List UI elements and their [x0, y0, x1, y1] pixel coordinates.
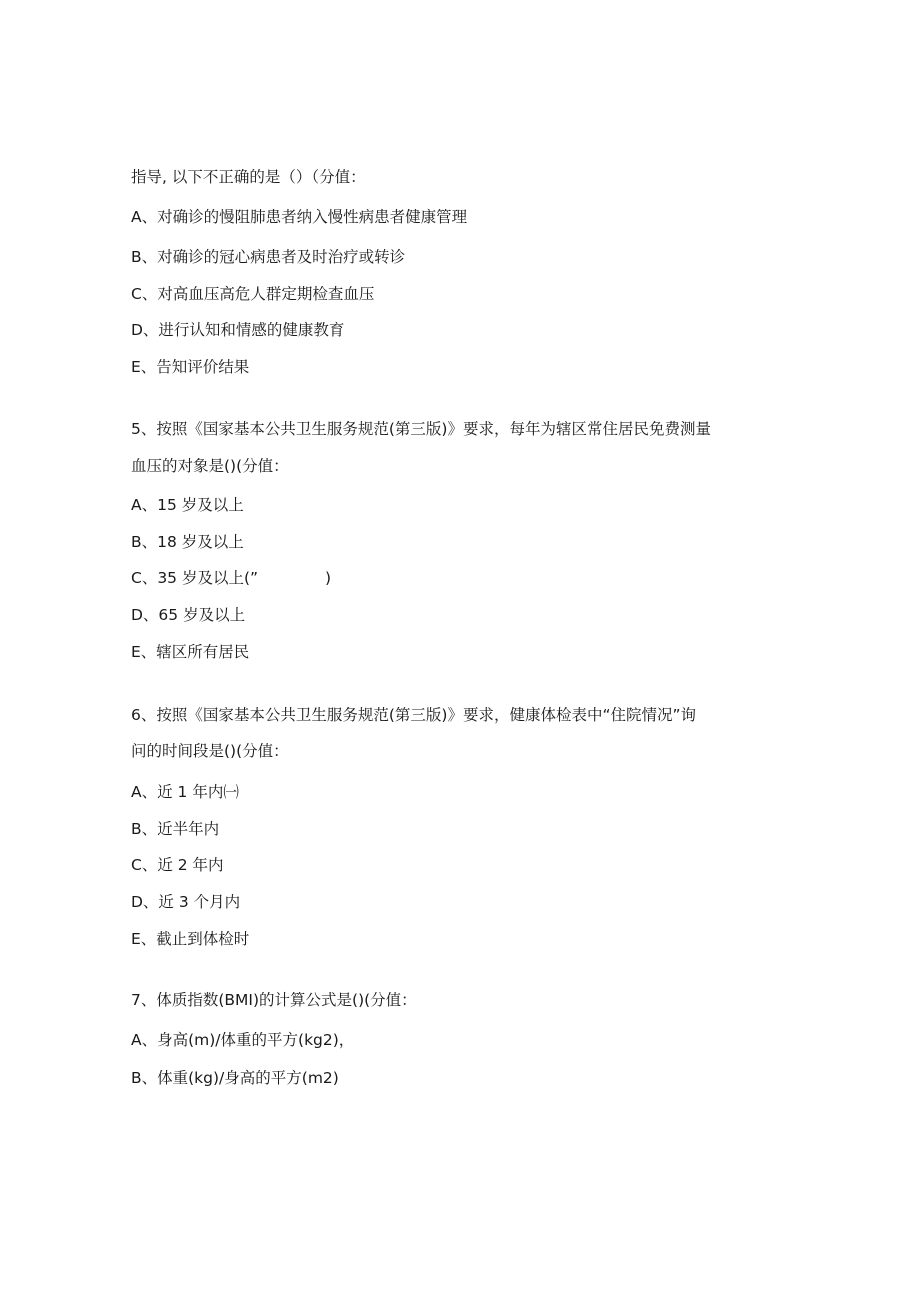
q6-stem-line-1: 6、按照《国家基本公共卫生服务规范(第三版)》要求，健康体检表中“住院情况”询 — [131, 706, 697, 724]
q5-option-a: A、15 岁及以上 — [131, 496, 244, 514]
q5-option-b: B、18 岁及以上 — [131, 533, 244, 551]
q6-option-b: B、近半年内 — [131, 820, 220, 838]
q6-option-c: C、近 2 年内 — [131, 856, 224, 874]
q6-stem-line-2: 问的时间段是()(分值： — [131, 742, 289, 760]
q4-option-b: B、对确诊的冠心病患者及时治疗或转诊 — [131, 248, 406, 266]
q5-option-e: E、辖区所有居民 — [131, 643, 250, 661]
q7-stem: 7、体质指数(BMI)的计算公式是()(分值： — [131, 991, 417, 1009]
q5-option-c: C、35 岁及以上(” ) — [131, 569, 332, 587]
q4-option-a: A、对确诊的慢阻肺患者纳入慢性病患者健康管理 — [131, 208, 468, 226]
q5-stem-line-1: 5、按照《国家基本公共卫生服务规范(第三版)》要求，每年为辖区常住居民免费测量 — [131, 420, 711, 438]
q5-stem-line-2: 血压的对象是()(分值： — [131, 457, 289, 475]
q6-option-e: E、截止到体检时 — [131, 930, 250, 948]
q4-stem-tail: 指导, 以下不正确的是（）（分值： — [131, 168, 366, 186]
q5-option-d: D、65 岁及以上 — [131, 606, 246, 624]
q6-option-a: A、近 1 年内㈠ — [131, 783, 239, 801]
q7-option-a: A、身高(m)/体重的平方(kg2)， — [131, 1031, 355, 1049]
q7-option-b: B、体重(kg)/身高的平方(m2) — [131, 1069, 339, 1087]
q4-option-c: C、对高血压高危人群定期检查血压 — [131, 285, 375, 303]
q4-option-d: D、进行认知和情感的健康教育 — [131, 321, 345, 339]
q6-option-d: D、近 3 个月内 — [131, 893, 241, 911]
q4-option-e: E、告知评价结果 — [131, 358, 250, 376]
